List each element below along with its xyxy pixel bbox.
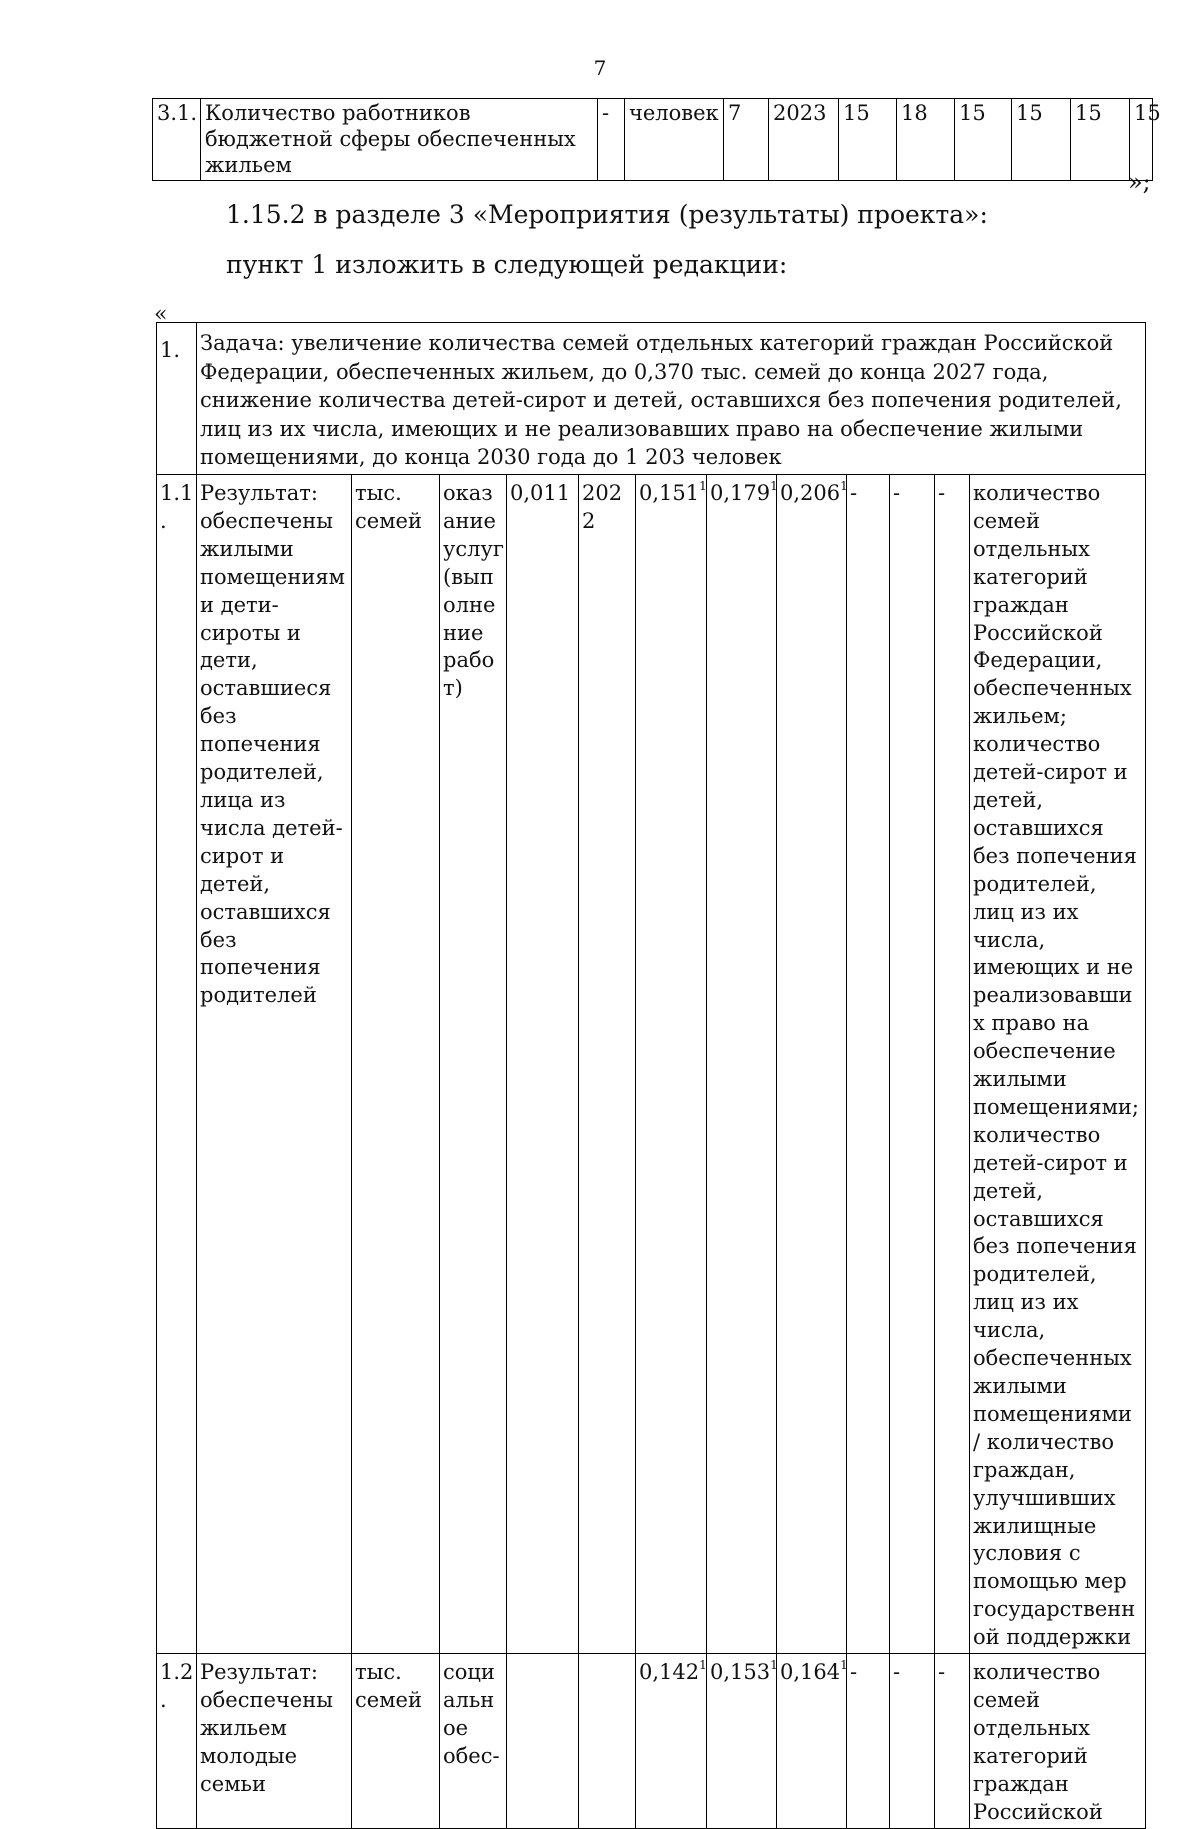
indicator-base-year: 2023 xyxy=(769,99,839,181)
page-number: 7 xyxy=(593,56,607,80)
paragraph-item-1: пункт 1 изложить в следующей редакции: xyxy=(226,250,788,279)
result-row-1-2 xyxy=(157,1654,1146,1828)
indicator-value: 15 xyxy=(1130,99,1153,181)
result-num: 1.2. xyxy=(157,1654,197,1828)
result-num: 1.1. xyxy=(157,475,197,1654)
footnote-mark: 1 xyxy=(699,479,707,493)
result-base-year: 2022 xyxy=(579,475,636,1654)
indicator-row-3-1 xyxy=(153,99,1153,181)
footnote-mark: 1 xyxy=(840,479,848,493)
footnote-mark: 1 xyxy=(770,479,778,493)
result-value-1: 0,151$^1$ xyxy=(636,475,707,1654)
result-link-indicators: количество семей отдельных категорий граждан Российской xyxy=(970,1654,1146,1828)
indicator-table xyxy=(152,98,1161,181)
result-value-6: - xyxy=(935,1654,970,1828)
result-value-4: - xyxy=(847,475,890,1654)
result-row-1-1 xyxy=(157,475,1146,1654)
result-link-indicators: количество семей отдельных категорий граждан Российской Федерации, обеспеченных жильем; количество детей-сирот и детей, оставшихся без попечения родителей, лиц из их числа, имеющих и не реализовавших право на обеспечение жилыми помещениями; количество детей-сирот и детей, оставшихся без попечения родителей, лиц из их числа, обеспеченных жилыми помещениями / количество граждан, улучшивших жилищные условия с помощью мер государственной поддержки xyxy=(970,475,1146,1654)
result-base-value: 0,011 xyxy=(507,475,579,1654)
result-name: Результат: обеспечены жилыми помещениями дети-сироты и дети, оставшиеся без попечения родителей, лица из числа детей-сирот и детей, оставшихся без попечения родителей xyxy=(197,475,352,1654)
indicator-dash: - xyxy=(598,99,625,181)
result-base-value xyxy=(507,1654,579,1828)
result-value-5: - xyxy=(890,475,935,1654)
indicator-unit: человек xyxy=(625,99,724,181)
task-text: Задача: увеличение количества семей отдельных категорий граждан Российской Федерации, обеспеченных жильем, до 0,370 тыс. семей до конца 2027 года, снижение количества детей-сирот и детей, оставшихся без попечения родителей, лиц из их числа, имеющих и не реализовавших право на обеспечение жилыми помещениями, до конца 2030 года до 1 203 человек xyxy=(197,323,1146,475)
indicator-num: 3.1. xyxy=(153,99,201,181)
result-unit: тыс. семей xyxy=(352,1654,440,1828)
paragraph-section-3: 1.15.2 в разделе 3 «Мероприятия (результаты) проекта»: xyxy=(226,200,988,229)
result-value-2: 0,179$^1$ xyxy=(707,475,777,1654)
result-value-2: 0,153$^1$ xyxy=(707,1654,777,1828)
footnote-mark: 1 xyxy=(840,1658,848,1673)
indicator-name: Количество работников бюджетной сферы обеспеченных жильем xyxy=(201,99,598,181)
indicator-value: 18 xyxy=(897,99,955,181)
result-type: социальное обес- xyxy=(440,1654,507,1828)
result-value-5: - xyxy=(890,1654,935,1828)
result-value-3: 0,206$^1$ xyxy=(777,475,847,1654)
indicator-value: 15 xyxy=(1071,99,1130,181)
result-type: оказание услуг (выполнение работ) xyxy=(440,475,507,1654)
closing-quote: »; xyxy=(1128,168,1151,196)
task-num: 1. xyxy=(157,323,197,475)
result-value-1: 0,142$^1$ xyxy=(636,1654,707,1828)
result-unit: тыс. семей xyxy=(352,475,440,1654)
result-value-4: - xyxy=(847,1654,890,1828)
result-name: Результат: обеспечены жильем молодые семьи xyxy=(197,1654,352,1828)
footnote-mark: 1 xyxy=(699,1658,707,1673)
indicator-value: 15 xyxy=(955,99,1012,181)
task-row xyxy=(157,323,1146,475)
footnote-mark: 1 xyxy=(770,1658,778,1673)
indicator-base-value: 7 xyxy=(724,99,769,181)
results-table xyxy=(156,322,1146,1829)
opening-quote: « xyxy=(154,302,168,327)
indicator-value: 15 xyxy=(839,99,897,181)
result-base-year xyxy=(579,1654,636,1828)
result-value-3: 0,164$^1$ xyxy=(777,1654,847,1828)
indicator-value: 15 xyxy=(1012,99,1071,181)
result-value-6: - xyxy=(935,475,970,1654)
